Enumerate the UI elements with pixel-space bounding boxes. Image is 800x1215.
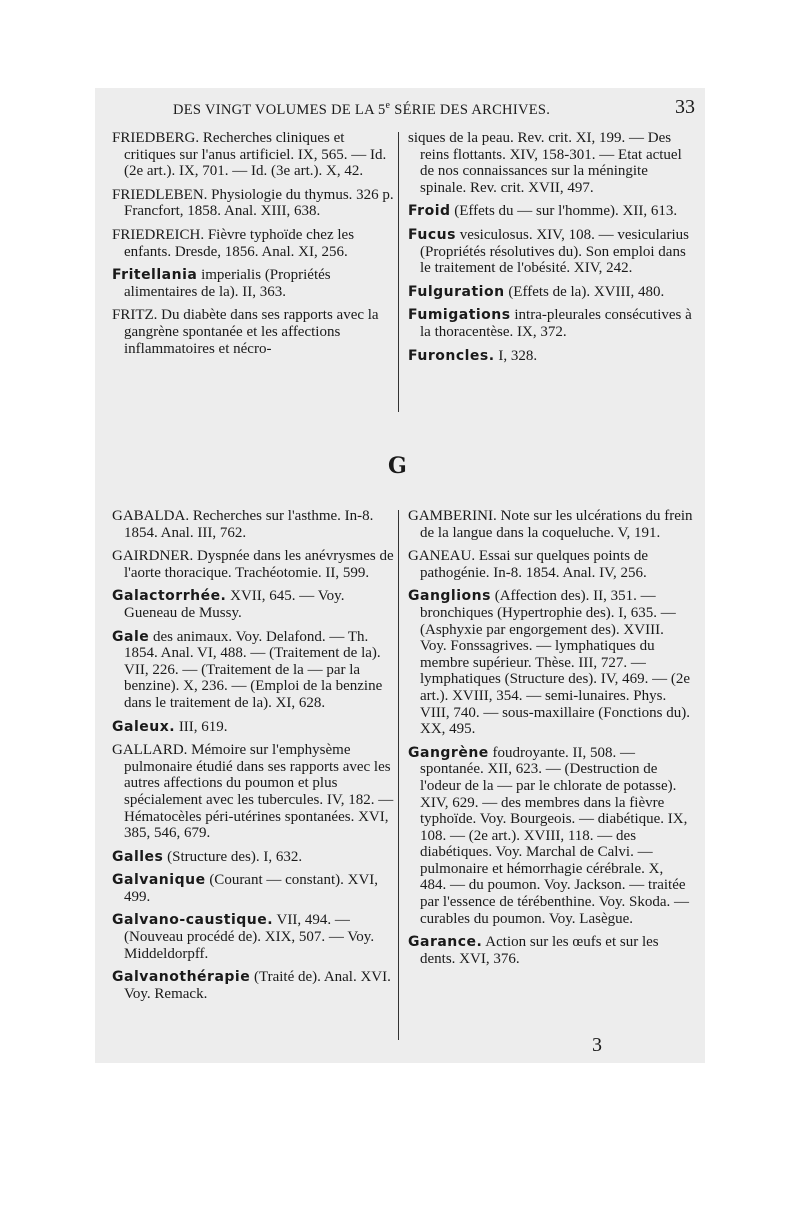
entry-headword: Garance. [408,934,483,951]
index-entry: Galles (Structure des). I, 632. [112,848,303,865]
running-title: DES VINGT VOLUMES DE LA 5e SÉRIE DES ARCHIVES. [173,100,551,118]
entry-headword: Galvano-caustique. [112,912,274,929]
index-entry: Fucus vesiculosus. XIV, 108. — vesicularius (Propriétés résolutives du). Son emploi dans le traitement de l'obésité. XIV, 242. [408,226,689,277]
entry-headword: Fucus [408,226,456,243]
entry-headword: Froid [408,203,451,220]
signature-mark: 3 [592,1034,602,1056]
entry-headword: Fulguration [408,283,505,300]
entry-headword: Galvanothérapie [112,969,251,986]
index-entry: Galeux. III, 619. [112,718,228,735]
entry-headword: Fritellania [112,267,198,284]
index-entry: Galvanique (Courant — constant). XVI, 499. [112,872,379,905]
column-bottom-right [408,508,693,974]
index-entry: FRITZ. Du diabète dans ses rapports avec la gangrène spontanée et les affections inflammatoires et nécro- [112,307,379,357]
column-top-right [408,130,693,371]
index-entry: Ganglions (Affection des). II, 351. — bronchiques (Hypertrophie des). I, 635. — (Asphyxie par engorgement des). XVIII. Voy. Fonssagrives. — lymphatiques du membre supérieur. Thèse. III, 727. — lymphatiques (Structure des). IV, 469. — (2e art.). XVIII, 354. — semi-lunaires. Phys. VIII, 740. — sous-maxillaire (Fonctions du). XX, 495. [408,588,691,738]
index-entry: Gale des animaux. Voy. Delafond. — Th. 1854. Anal. VI, 488. — (Traitement de la). VII, 226. — (Traitement de la — par la benzine). X, 236. — (Emploi de la benzine dans le traitement de la). XI, 628. [112,628,383,711]
entry-headword: Galeux. [112,718,176,735]
column-rule-top [398,132,399,412]
page-number: 33 [675,96,695,118]
index-entry: Fritellania imperialis (Propriétés alimentaires de la). II, 363. [112,267,331,300]
section-letter: G [388,453,407,479]
index-entry: GALLARD. Mémoire sur l'emphysème pulmonaire étudié dans ses rapports avec les autres affections du poumon et plus spécialement avec les tubercules. IV, 182. — Hématocèles péri-utérines spontanées. XVI, 385, 546, 679. [112,742,394,842]
column-top-left [112,130,397,364]
index-entry: GAIRDNER. Dyspnée dans les anévrysmes de l'aorte thoracique. Trachéotomie. II, 599. [112,548,394,581]
entry-headword: Gale [112,628,150,645]
index-entry: Fumigations intra-pleurales consécutives à la thoracentèse. IX, 372. [408,307,692,340]
entry-headword: Galles [112,848,164,865]
running-header [105,96,695,124]
index-entry: Furoncles. I, 328. [408,347,538,364]
index-entry: Garance. Action sur les œufs et sur les dents. XVI, 376. [408,934,659,967]
entry-headword: Gangrène [408,744,489,761]
entry-headword: Galactorrhée. [112,588,227,605]
entry-headword: Galvanique [112,872,206,889]
entry-headword: Furoncles. [408,347,495,364]
index-entry: FRIEDREICH. Fièvre typhoïde chez les enfants. Dresde, 1856. Anal. XI, 256. [112,226,355,260]
index-entry: GABALDA. Recherches sur l'asthme. In-8. 1854. Anal. III, 762. [112,508,374,541]
index-entry: GANEAU. Essai sur quelques points de pathogénie. In-8. 1854. Anal. IV, 256. [408,548,648,581]
index-entry: FRIEDLEBEN. Physiologie du thymus. 326 p. Francfort, 1858. Anal. XIII, 638. [112,186,394,220]
index-entry: Fulguration (Effets de la). XVIII, 480. [408,283,665,300]
index-entry: Gangrène foudroyante. II, 508. — spontanée. XII, 623. — (Destruction de l'odeur de la — par le chlorate de potasse). XIV, 629. — des membres dans la fièvre typhoïde. Voy. Bourgeois. — diabétique. IX, 108. — (2e art.). XVIII, 118. — des diabétiques. Voy. Marchal de Calvi. — pulmonaire et hémorrhagie cérébrale. X, 484. — du poumon. Voy. Jackson. — traitée par l'essence de térébenthine. Voy. Skoda. — curables du poumon. Voy. Lasègue. [408,744,690,927]
index-entry: Froid (Effets du — sur l'homme). XII, 613. [408,203,678,220]
column-bottom-left [112,508,397,1009]
index-entry: Galvanothérapie (Traité de). Anal. XVI. Voy. Remack. [112,969,391,1002]
index-entry: Galvano-caustique. VII, 494. — (Nouveau procédé de). XIX, 507. — Voy. Middeldorpff. [112,912,375,962]
entry-headword: Ganglions [408,588,491,605]
column-rule-bottom [398,510,399,1040]
index-entry: GAMBERINI. Note sur les ulcérations du frein de la langue dans la coqueluche. V, 191. [408,508,693,541]
entry-headword: Fumigations [408,307,511,324]
index-entry: FRIEDBERG. Recherches cliniques et critiques sur l'anus artificiel. IX, 565. — Id. (2e art.). IX, 701. — Id. (3e art.). X, 42. [112,130,387,180]
index-entry: siques de la peau. Rev. crit. XI, 199. — Des reins flottants. XIV, 158-301. — Etat actuel de nos connaissances sur la méningite spinale. Rev. crit. XVII, 497. [408,130,682,196]
index-entry: Galactorrhée. XVII, 645. — Voy. Gueneau de Mussy. [112,588,345,621]
